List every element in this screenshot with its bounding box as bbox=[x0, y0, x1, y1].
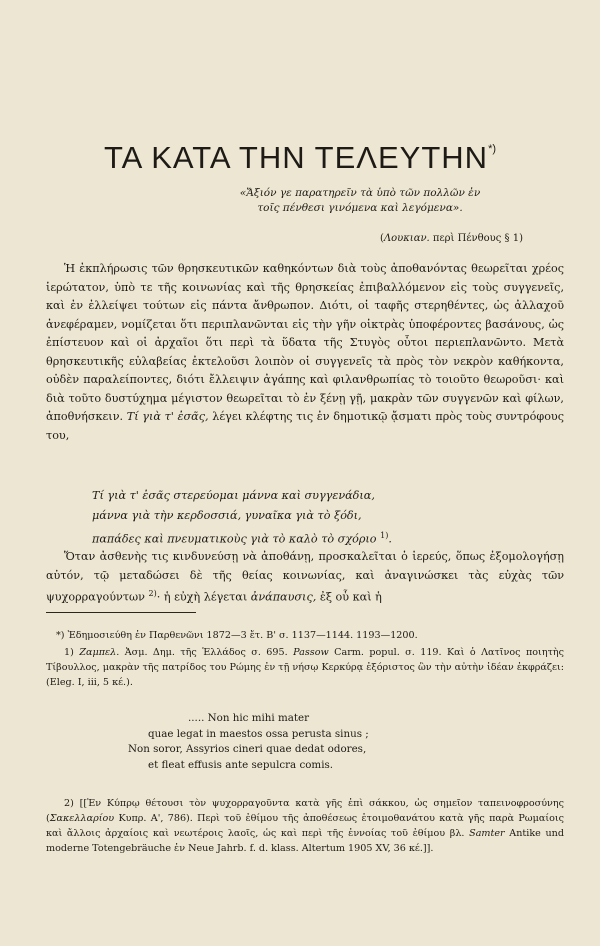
latin-line-3: Non soror, Assyrios cineri quae dedat odores, bbox=[128, 743, 367, 756]
verse-line-3-text: παπάδες καὶ πνευματικοὺς γιὰ τὸ καλὸ τὸ σχόριο bbox=[92, 532, 377, 546]
footnote-1 bbox=[46, 645, 564, 690]
verse-footnote-marker: 1) bbox=[380, 531, 389, 540]
chapter-title bbox=[0, 140, 600, 176]
footnote-1-number: 1) bbox=[64, 647, 74, 658]
footnote-2-ref-author: Σακελλαρίου bbox=[49, 813, 115, 824]
epigraph-source: (Λουκιαν. περὶ Πένθους § 1) bbox=[380, 233, 523, 244]
paragraph-2-text: Ὅταν ἀσθενὴς τις κινδυνεύσῃ νὰ ἀποθάνῃ, προσκαλεῖται ὁ ἱερεύς, ὅπως ἐξομολογήσῃ αὐτόν, τῷ μεταδώσει δὲ τῆς θείας κοινωνίας, καὶ ἀναγινώσκει τὰς εὐχὰς τῶν ψυχορραγούντων bbox=[46, 550, 564, 604]
chapter-title-text: ΤΑ ΚΑΤΑ ΤΗΝ ΤΕΛΕΥΤΗΝ bbox=[103, 140, 489, 175]
paragraph-2-tail: ἐξ οὗ καὶ ἡ bbox=[319, 590, 382, 604]
paragraph-2-end: · ἡ εὐχὴ λέγεται bbox=[156, 590, 248, 604]
paragraph-2-term: ἀνάπαυσις, bbox=[250, 590, 317, 604]
verse-line-3: παπάδες καὶ πνευματικοὺς γιὰ τὸ καλὸ τὸ σχόριο $^{1)}$. bbox=[92, 531, 392, 546]
footnote-1-ref: Ἀσμ. Δημ. τῆς Ἑλλάδος σ. 695. bbox=[124, 647, 288, 658]
footnote-2-text-a: 2) [[Ἐν Κύπρῳ θέτουσι τὸν ψυχορραγοῦντα κατὰ γῆς ἐπὶ σάκκου, ὡς σημεῖον ταπεινοφροσύνης ( bbox=[46, 798, 564, 824]
epigraph bbox=[190, 186, 530, 216]
latin-line-4: et fleat effusis ante sepulcra comis. bbox=[148, 758, 334, 771]
paragraph-2-footnote-marker: 2) bbox=[148, 589, 157, 598]
footnote-2 bbox=[46, 796, 564, 856]
footnote-rule bbox=[46, 612, 196, 613]
latin-line-1: ..... Non hic mihi mater bbox=[188, 712, 310, 724]
footnote-1-text: Carm. popul. σ. 119. Καὶ ὁ Λατῖνος ποιητὴς Τίβουλλος, μακρὰν τῆς πατρίδος του Ρώμης ἐν τῇ νήσῳ Κερκύρᾳ ἐξόριστος ὢν τὴν αὐτὴν ἰδέαν ἐκφράζει: (Eleg. I, iii, 5 κέ.). bbox=[46, 647, 564, 688]
footnote-2-samter: Samter bbox=[469, 828, 505, 839]
footnote-1-author: Ζαμπελ. bbox=[79, 647, 120, 658]
latin-quotation bbox=[128, 711, 428, 773]
footnote-2-text-b: Κυπρ. Α', 786). Περὶ τοῦ ἐθίμου τῆς ἀποθέσεως ἑτοιμοθανάτου κατὰ γῆς παρὰ Ρωμαίοις καὶ ἄλλοις ἀρχαίοις καὶ νεωτέροις λαοῖς, ὡς καὶ περὶ τῆς ἐννοίας τοῦ ἐθίμου βλ. bbox=[46, 813, 564, 839]
footnote-star-text: *) Ἐδημοσιεύθη ἐν Παρθενῶνι 1872—3 ἔτ. Β' σ. 1137—1144. 1193—1200. bbox=[56, 630, 418, 641]
footnote-1-passow: Passow bbox=[293, 647, 329, 658]
verse-line-1: Τί γιὰ τ' ἐσᾶς στερεύομαι μάννα καὶ συγγενάδια, bbox=[92, 489, 375, 502]
epigraph-source-work: περὶ Πένθους § 1 bbox=[432, 233, 520, 244]
paragraph-1-end: λέγει κλέφτης τις ἐν δημοτικῷ ᾄσματι πρὸς τοὺς συντρόφους του, bbox=[46, 410, 564, 442]
paragraph-1-quote: Τί γιὰ τ' ἐσᾶς, bbox=[126, 410, 209, 423]
folk-song-verse bbox=[92, 486, 512, 550]
epigraph-source-author: Λουκιαν. bbox=[383, 233, 430, 244]
paragraph-1 bbox=[46, 260, 564, 445]
verse-line-2 bbox=[92, 506, 512, 526]
footnote-2-text-c: Antike und moderne Totengebräuche ἐν Neue Jahrb. f. d. klass. Altertum 1905 XV, 36 κέ.]]. bbox=[46, 828, 564, 854]
title-footnote-marker: *) bbox=[488, 143, 497, 155]
verse-line-2-text: μάννα γιὰ τὴν κερδοσσιά, γυναῖκα γιὰ τὸ ξόδι, bbox=[92, 509, 362, 522]
paragraph-1-text: Ἡ ἐκπλήρωσις τῶν θρησκευτικῶν καθηκόντων διὰ τοὺς ἀποθανόντας θεωρεῖται χρέος ἱερώτατον, ὑπὸ τε τῆς κοινωνίας καὶ τῆς θρησκείας ἐπιβαλλόμενον εἰς τοὺς συγγενεῖς, καὶ ἐν ἐλλείψει τούτων εἰς πάντα ἄνθρωπον. Διότι, οἱ ταφῆς στερηθέντες, ὡς ἀλλαχοῦ ἀνεφέραμεν, νομίζεται ὅτι περιπλανῶνται εἰς τὴν γῆν οἰκτρὰς ὑποφέροντες βασάνους, ὡς ἐπίστευον καὶ οἱ ἀρχαῖοι ὅτι περὶ τὰ ὕδατα τῆς Στυγὸς οὗτοι περιεπλανῶντο. Μετὰ θρησκευτικῆς εὐλαβείας ἐκτελοῦσι λοιπὸν οἱ συγγενεῖς τὰ πρὸς τὸν νεκρὸν καθήκοντα, οὐδὲν παραλείποντες, διότι ἔλλειψιν ἀγάπης καὶ φιλανθρωπίας τὸ τοιοῦτο θεωροῦσι· καὶ διὰ τοῦτο δυστύχημα μέγιστον θεωρεῖται τὸ ἐν ξένῃ γῇ, μακρὰν τῶν συγγενῶν καὶ φίλων, ἀποθνήσκειν. bbox=[46, 262, 564, 423]
epigraph-line-2: τοῖς πένθεσι γινόμενα καὶ λεγόμενα». bbox=[257, 202, 463, 214]
latin-line-2: quae legat in maestos ossa perusta sinus ; bbox=[148, 727, 369, 740]
epigraph-line-1: «Ἄξιόν γε παρατηρεῖν τὰ ὑπὸ τῶν πολλῶν ἐν bbox=[239, 187, 481, 199]
footnote-star bbox=[56, 628, 574, 643]
paragraph-2 bbox=[46, 548, 564, 607]
